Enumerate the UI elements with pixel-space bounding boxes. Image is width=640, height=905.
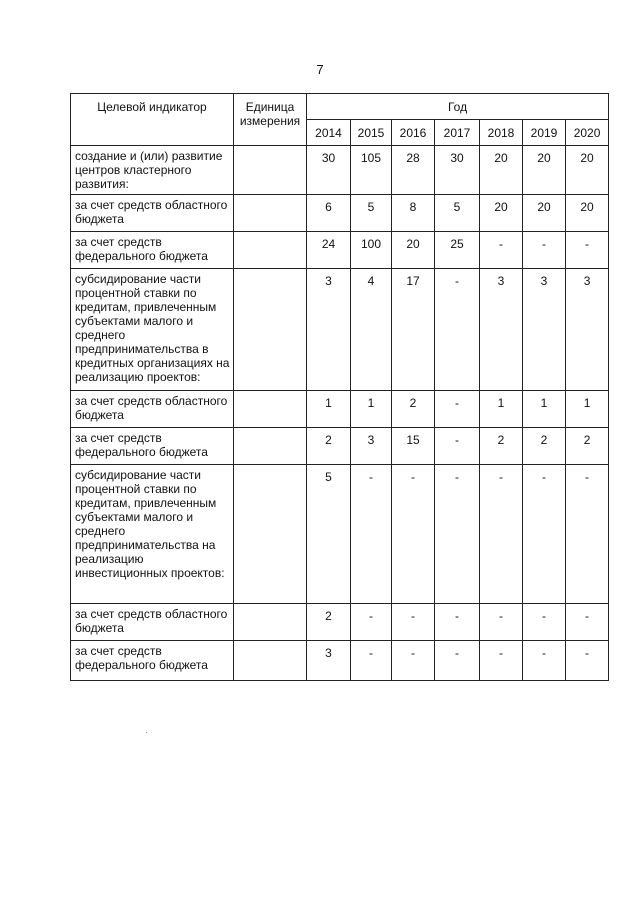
indicator-table (70, 93, 609, 681)
value-cell-2014: 2 (307, 604, 351, 641)
value-cell-2018: 1 (480, 391, 523, 428)
unit-cell (234, 428, 307, 465)
value-cell-2020: - (566, 465, 609, 604)
value-cell-2015: - (351, 465, 392, 604)
unit-cell (234, 269, 307, 391)
value-cell-2014: 30 (307, 146, 351, 195)
value-cell-2019: 3 (523, 269, 566, 391)
header-row (71, 94, 609, 120)
header-year-2016: 2016 (392, 120, 435, 146)
indicator-cell: субсидирование части процентной ставки по кредитам, привлеченным субъектами малого и среднего предпринимательства в кредитных организациях на реализацию проектов: (71, 269, 234, 391)
header-year: Год (307, 94, 609, 120)
unit-cell (234, 641, 307, 681)
value-cell-2016: 20 (392, 232, 435, 269)
value-cell-2016: - (392, 465, 435, 604)
value-cell-2020: 20 (566, 195, 609, 232)
value-cell-2020: 3 (566, 269, 609, 391)
table-row (71, 428, 609, 465)
value-cell-2020: - (566, 604, 609, 641)
value-cell-2020: 20 (566, 146, 609, 195)
value-cell-2019: 20 (523, 195, 566, 232)
value-cell-2015: - (351, 641, 392, 681)
value-cell-2016: 15 (392, 428, 435, 465)
indicator-cell: за счет средств федерального бюджета (71, 641, 234, 681)
table-row (71, 641, 609, 681)
value-cell-2018: - (480, 232, 523, 269)
value-cell-2014: 1 (307, 391, 351, 428)
value-cell-2015: 5 (351, 195, 392, 232)
value-cell-2016: 8 (392, 195, 435, 232)
value-cell-2016: 17 (392, 269, 435, 391)
indicator-cell: за счет средств областного бюджета (71, 604, 234, 641)
value-cell-2017: - (435, 428, 480, 465)
value-cell-2017: - (435, 604, 480, 641)
value-cell-2018: 20 (480, 195, 523, 232)
unit-cell (234, 195, 307, 232)
header-unit: Единица измерения (234, 94, 307, 146)
indicator-cell: за счет средств областного бюджета (71, 195, 234, 232)
value-cell-2018: - (480, 465, 523, 604)
value-cell-2019: - (523, 465, 566, 604)
value-cell-2018: 2 (480, 428, 523, 465)
value-cell-2014: 5 (307, 465, 351, 604)
value-cell-2014: 6 (307, 195, 351, 232)
table-body (71, 146, 609, 681)
value-cell-2016: - (392, 604, 435, 641)
value-cell-2016: - (392, 641, 435, 681)
value-cell-2019: 1 (523, 391, 566, 428)
header-year-2018: 2018 (480, 120, 523, 146)
unit-cell (234, 232, 307, 269)
value-cell-2014: 2 (307, 428, 351, 465)
value-cell-2018: 3 (480, 269, 523, 391)
value-cell-2016: 2 (392, 391, 435, 428)
table-row (71, 465, 609, 604)
header-indicator: Целевой индикатор (71, 94, 234, 146)
table-row (71, 232, 609, 269)
value-cell-2019: - (523, 641, 566, 681)
value-cell-2020: - (566, 641, 609, 681)
value-cell-2015: - (351, 604, 392, 641)
indicator-cell: субсидирование части процентной ставки по кредитам, привлеченным субъектами малого и среднего предпринимательства на реализацию инвестиционных проектов: (71, 465, 234, 604)
value-cell-2019: - (523, 604, 566, 641)
value-cell-2015: 1 (351, 391, 392, 428)
value-cell-2015: 3 (351, 428, 392, 465)
value-cell-2015: 105 (351, 146, 392, 195)
value-cell-2019: 20 (523, 146, 566, 195)
header-year-2014: 2014 (307, 120, 351, 146)
indicator-cell: за счет средств федерального бюджета (71, 232, 234, 269)
header-year-2020: 2020 (566, 120, 609, 146)
table-row (71, 269, 609, 391)
value-cell-2014: 3 (307, 269, 351, 391)
value-cell-2015: 100 (351, 232, 392, 269)
value-cell-2018: 20 (480, 146, 523, 195)
indicator-cell: создание и (или) развитие центров кластерного развития: (71, 146, 234, 195)
value-cell-2014: 24 (307, 232, 351, 269)
page-number: 7 (316, 62, 324, 77)
table-row (71, 604, 609, 641)
value-cell-2019: 2 (523, 428, 566, 465)
value-cell-2017: 5 (435, 195, 480, 232)
value-cell-2020: - (566, 232, 609, 269)
value-cell-2018: - (480, 641, 523, 681)
header-year-2017: 2017 (435, 120, 480, 146)
value-cell-2017: 25 (435, 232, 480, 269)
indicator-cell: за счет средств федерального бюджета (71, 428, 234, 465)
value-cell-2020: 2 (566, 428, 609, 465)
value-cell-2020: 1 (566, 391, 609, 428)
unit-cell (234, 465, 307, 604)
unit-cell (234, 604, 307, 641)
value-cell-2016: 28 (392, 146, 435, 195)
value-cell-2019: - (523, 232, 566, 269)
value-cell-2017: - (435, 269, 480, 391)
table-row (71, 195, 609, 232)
header-year-2015: 2015 (351, 120, 392, 146)
indicator-cell: за счет средств областного бюджета (71, 391, 234, 428)
unit-cell (234, 391, 307, 428)
value-cell-2017: 30 (435, 146, 480, 195)
scan-dot (146, 732, 147, 733)
value-cell-2017: - (435, 391, 480, 428)
value-cell-2014: 3 (307, 641, 351, 681)
table-row (71, 391, 609, 428)
header-year-2019: 2019 (523, 120, 566, 146)
value-cell-2017: - (435, 465, 480, 604)
table-row (71, 146, 609, 195)
value-cell-2017: - (435, 641, 480, 681)
value-cell-2018: - (480, 604, 523, 641)
unit-cell (234, 146, 307, 195)
value-cell-2015: 4 (351, 269, 392, 391)
